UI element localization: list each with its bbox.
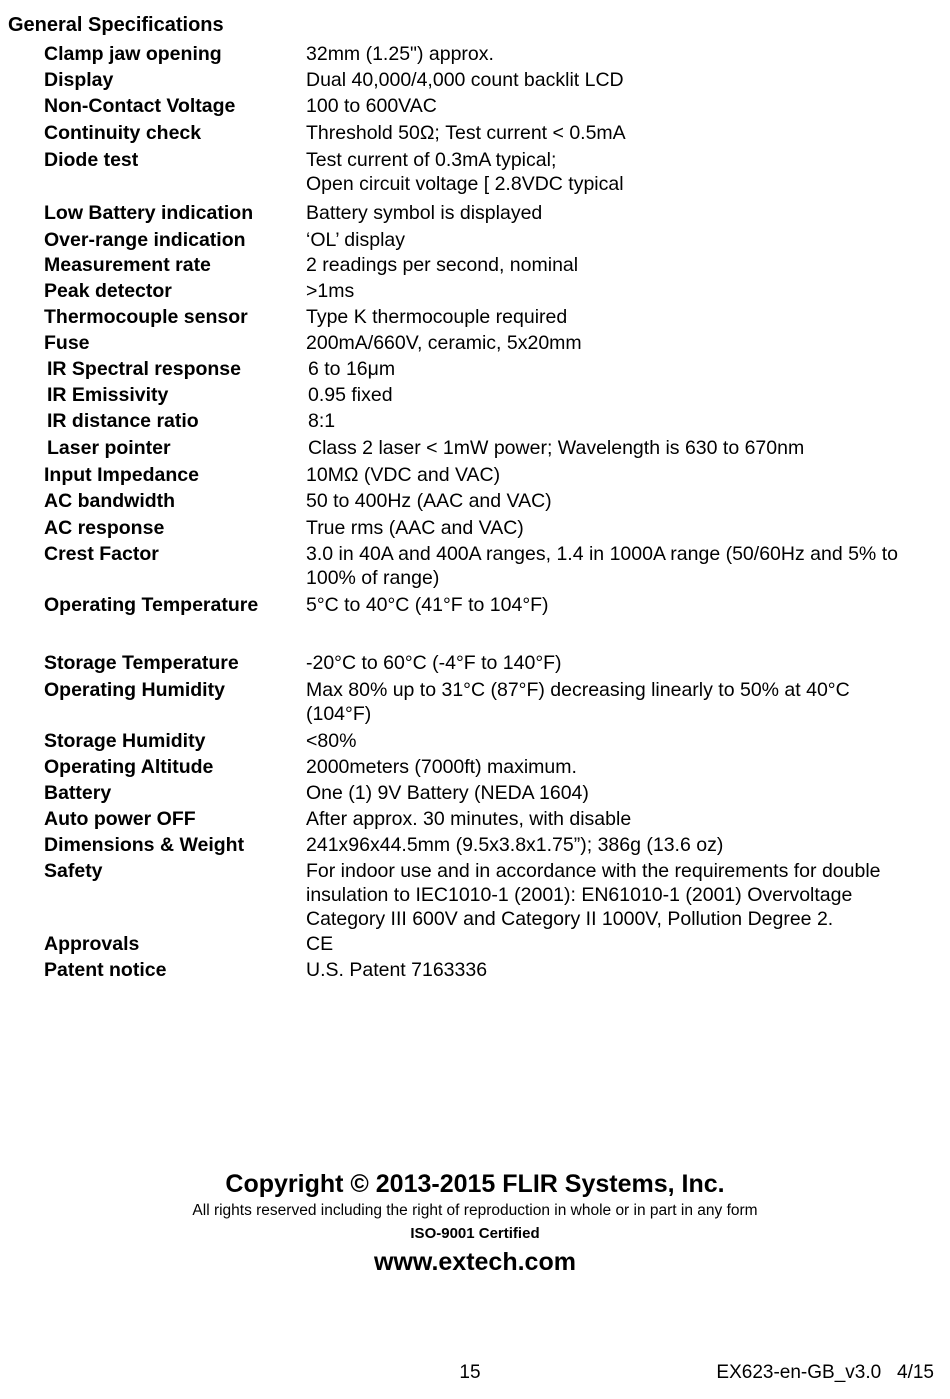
spec-value bbox=[306, 228, 934, 252]
rights-statement: All rights reserved including the right of reproduction in whole or in part in any form bbox=[192, 1202, 758, 1219]
spec-value-line: For indoor use and in accordance with the requirements for double bbox=[306, 860, 881, 882]
spec-value bbox=[306, 932, 934, 956]
spec-label: Fuse bbox=[44, 332, 90, 354]
spec-label: Storage Humidity bbox=[44, 730, 206, 752]
spec-value bbox=[306, 121, 934, 145]
spec-label: Approvals bbox=[44, 933, 140, 955]
document-code: EX623-en-GB_v3.0 4/15 bbox=[716, 1362, 934, 1383]
spec-label: Diode test bbox=[44, 149, 139, 171]
spec-label: IR Emissivity bbox=[47, 384, 169, 406]
spec-value bbox=[308, 436, 936, 460]
spec-value-line: 241x96x44.5mm (9.5x3.8x1.75”); 386g (13.6 oz) bbox=[306, 834, 724, 856]
spec-label: Battery bbox=[44, 782, 112, 804]
spec-value bbox=[308, 357, 936, 381]
spec-value-line: 3.0 in 40A and 400A ranges, 1.4 in 1000A range (50/60Hz and 5% to bbox=[306, 543, 898, 565]
spec-value-line: 200mA/660V, ceramic, 5x20mm bbox=[306, 332, 582, 354]
spec-value bbox=[306, 678, 934, 726]
spec-label: Operating Altitude bbox=[44, 756, 214, 778]
spec-label: Non-Contact Voltage bbox=[44, 95, 236, 117]
spec-value bbox=[306, 807, 934, 831]
spec-value bbox=[306, 201, 934, 225]
spec-value bbox=[306, 516, 934, 540]
spec-value bbox=[306, 463, 934, 487]
spec-value-line: CE bbox=[306, 933, 334, 955]
spec-label: Continuity check bbox=[44, 122, 202, 144]
spec-value-line: (104°F) bbox=[306, 703, 372, 725]
spec-label: Operating Humidity bbox=[44, 679, 225, 701]
copyright-notice: Copyright © 2013-2015 FLIR Systems, Inc. bbox=[225, 1170, 725, 1198]
spec-value-line: insulation to IEC1010-1 (2001): EN61010-1 (2001) Overvoltage bbox=[306, 884, 853, 906]
page-number: 15 bbox=[459, 1362, 481, 1383]
spec-value-line: -20°C to 60°C (-4°F to 140°F) bbox=[306, 652, 562, 674]
spec-value bbox=[306, 305, 934, 329]
spec-label: Thermocouple sensor bbox=[44, 306, 248, 328]
spec-value-line: Open circuit voltage [ 2.8VDC typical bbox=[306, 173, 624, 195]
spec-value-line: 100 to 600VAC bbox=[306, 95, 437, 117]
website-url: www.extech.com bbox=[374, 1248, 576, 1276]
spec-value-line: Class 2 laser < 1mW power; Wavelength is 630 to 670nm bbox=[308, 437, 805, 459]
spec-label: AC response bbox=[44, 517, 165, 539]
spec-value bbox=[306, 781, 934, 805]
spec-label: Dimensions & Weight bbox=[44, 834, 245, 856]
spec-value bbox=[306, 489, 934, 513]
spec-value-line: Battery symbol is displayed bbox=[306, 202, 543, 224]
spec-value bbox=[306, 958, 934, 982]
spec-value-line: Max 80% up to 31°C (87°F) decreasing linearly to 50% at 40°C bbox=[306, 679, 850, 701]
spec-value-line: 8:1 bbox=[308, 410, 336, 432]
spec-value bbox=[308, 383, 936, 407]
spec-value-line: >1ms bbox=[306, 280, 355, 302]
spec-label: Measurement rate bbox=[44, 254, 211, 276]
spec-value-line: 50 to 400Hz (AAC and VAC) bbox=[306, 490, 552, 512]
spec-label: Clamp jaw opening bbox=[44, 43, 222, 65]
spec-label: Crest Factor bbox=[44, 543, 159, 565]
spec-value bbox=[306, 651, 934, 675]
section-heading: General Specifications bbox=[8, 14, 224, 36]
spec-value bbox=[306, 755, 934, 779]
spec-label: Peak detector bbox=[44, 280, 172, 302]
spec-value-line: 2000meters (7000ft) maximum. bbox=[306, 756, 577, 778]
spec-value-line: Category III 600V and Category II 1000V, Pollution Degree 2. bbox=[306, 908, 834, 930]
spec-value-line: 100% of range) bbox=[306, 567, 440, 589]
spec-label: Operating Temperature bbox=[44, 594, 259, 616]
spec-value bbox=[306, 833, 934, 857]
spec-value bbox=[306, 859, 934, 931]
spec-label: Safety bbox=[44, 860, 103, 882]
spec-value-line: Type K thermocouple required bbox=[306, 306, 568, 328]
spec-label: Laser pointer bbox=[47, 437, 171, 459]
spec-label: Display bbox=[44, 69, 114, 91]
spec-value bbox=[306, 542, 934, 590]
spec-label: Storage Temperature bbox=[44, 652, 239, 674]
spec-label: Auto power OFF bbox=[44, 808, 196, 830]
spec-value bbox=[306, 42, 934, 66]
spec-label: AC bandwidth bbox=[44, 490, 176, 512]
spec-value-line: Dual 40,000/4,000 count backlit LCD bbox=[306, 69, 624, 91]
spec-value-line: U.S. Patent 7163336 bbox=[306, 959, 488, 981]
spec-label: IR Spectral response bbox=[47, 358, 241, 380]
spec-value bbox=[306, 148, 934, 196]
spec-value bbox=[306, 279, 934, 303]
spec-value bbox=[306, 593, 934, 617]
spec-label: IR distance ratio bbox=[47, 410, 199, 432]
spec-value-line: ‘OL’ display bbox=[306, 229, 405, 251]
iso-certification: ISO-9001 Certified bbox=[410, 1225, 540, 1242]
spec-label: Over-range indication bbox=[44, 229, 246, 251]
spec-value bbox=[306, 68, 934, 92]
spec-value-line: 10MΩ (VDC and VAC) bbox=[306, 464, 501, 486]
spec-label: Low Battery indication bbox=[44, 202, 254, 224]
spec-value-line: 5°C to 40°C (41°F to 104°F) bbox=[306, 594, 549, 616]
spec-label: Patent notice bbox=[44, 959, 167, 981]
spec-value-line: Test current of 0.3mA typical; bbox=[306, 149, 557, 171]
spec-value-line: True rms (AAC and VAC) bbox=[306, 517, 524, 539]
spec-value bbox=[306, 94, 934, 118]
spec-value-line: <80% bbox=[306, 730, 357, 752]
spec-value-line: 2 readings per second, nominal bbox=[306, 254, 579, 276]
spec-value-line: Threshold 50Ω; Test current < 0.5mA bbox=[306, 122, 626, 144]
spec-value bbox=[306, 253, 934, 277]
spec-label: Input Impedance bbox=[44, 464, 199, 486]
spec-value bbox=[308, 409, 936, 433]
spec-value-line: 32mm (1.25") approx. bbox=[306, 43, 494, 65]
spec-value-line: 6 to 16μm bbox=[308, 358, 396, 380]
spec-value-line: After approx. 30 minutes, with disable bbox=[306, 808, 632, 830]
spec-value bbox=[306, 729, 934, 753]
spec-value-line: One (1) 9V Battery (NEDA 1604) bbox=[306, 782, 589, 804]
spec-value bbox=[306, 331, 934, 355]
spec-value-line: 0.95 fixed bbox=[308, 384, 393, 406]
